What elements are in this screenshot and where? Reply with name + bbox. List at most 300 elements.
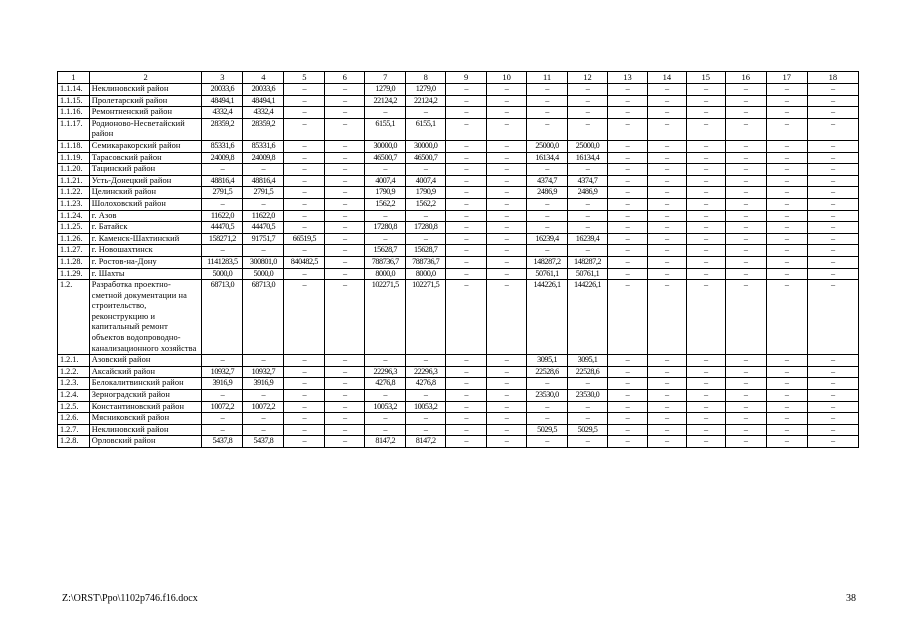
value-cell: – [647,84,686,96]
value-cell: – [527,222,568,234]
value-cell: – [446,280,487,355]
value-cell: – [647,210,686,222]
value-cell: 48494,1 [243,95,284,107]
value-cell: – [686,280,725,355]
value-cell: – [686,424,725,436]
column-header: 18 [807,72,858,84]
value-cell: – [284,107,325,119]
value-cell: 16239,4 [568,233,608,245]
table-row [58,355,859,367]
value-cell: – [725,413,766,425]
value-cell: – [766,424,807,436]
value-cell: – [607,84,647,96]
row-number-cell: 1.1.28. [58,256,90,268]
value-cell: – [284,378,325,390]
column-header: 13 [607,72,647,84]
value-cell: 10053,2 [406,401,446,413]
value-cell: 148287,2 [568,256,608,268]
value-cell: – [446,187,487,199]
row-name-cell: Неклиновский район [89,424,202,436]
column-header: 6 [325,72,365,84]
row-number-cell: 1.2.2. [58,366,90,378]
value-cell: – [686,118,725,140]
table-row [58,256,859,268]
row-name-cell: Мясниковский район [89,413,202,425]
table-row [58,366,859,378]
value-cell: – [725,268,766,280]
row-number-cell: 1.2. [58,280,90,355]
value-cell: 3095,1 [568,355,608,367]
value-cell: – [647,366,686,378]
value-cell: – [527,401,568,413]
value-cell: – [766,436,807,448]
row-number-cell: 1.1.26. [58,233,90,245]
value-cell: – [686,84,725,96]
value-cell: – [446,152,487,164]
value-cell: – [284,95,325,107]
value-cell: – [446,118,487,140]
column-header: 9 [446,72,487,84]
value-cell: – [487,378,527,390]
row-name-cell: Шолоховский район [89,198,202,210]
row-name-cell: Родионово-Несветайский район [89,118,202,140]
column-header: 16 [725,72,766,84]
value-cell: – [807,401,858,413]
value-cell: 4276,8 [406,378,446,390]
column-header: 1 [58,72,90,84]
value-cell: 22528,6 [527,366,568,378]
value-cell: – [568,413,608,425]
value-cell: – [284,175,325,187]
value-cell: 44470,5 [243,222,284,234]
value-cell: – [284,413,325,425]
value-cell: – [647,222,686,234]
value-cell: – [365,164,406,176]
value-cell: – [487,140,527,152]
row-name-cell: Константиновский район [89,401,202,413]
value-cell: 5437,8 [243,436,284,448]
table-row [58,210,859,222]
value-cell: – [725,366,766,378]
value-cell: – [647,118,686,140]
value-cell: – [647,256,686,268]
value-cell: – [284,84,325,96]
value-cell: – [325,268,365,280]
value-cell: – [446,140,487,152]
value-cell: – [568,210,608,222]
value-cell: 10932,7 [243,366,284,378]
value-cell: 3916,9 [202,378,243,390]
value-cell: – [647,390,686,402]
value-cell: 8000,0 [406,268,446,280]
value-cell: 4374,7 [527,175,568,187]
value-cell: – [647,436,686,448]
value-cell: – [487,413,527,425]
value-cell: – [527,198,568,210]
value-cell: 20033,6 [243,84,284,96]
value-cell: – [487,366,527,378]
value-cell: 8000,0 [365,268,406,280]
value-cell: – [807,413,858,425]
table-row [58,164,859,176]
value-cell: – [487,107,527,119]
value-cell: – [807,378,858,390]
value-cell: – [607,401,647,413]
row-number-cell: 1.2.1. [58,355,90,367]
value-cell: 158271,2 [202,233,243,245]
value-cell: 66519,5 [284,233,325,245]
value-cell: – [607,164,647,176]
value-cell: – [487,84,527,96]
value-cell: 22124,2 [406,95,446,107]
value-cell: – [766,164,807,176]
row-number-cell: 1.1.23. [58,198,90,210]
value-cell: – [607,198,647,210]
value-cell: – [487,198,527,210]
value-cell: – [284,152,325,164]
column-header: 12 [568,72,608,84]
value-cell: – [725,95,766,107]
value-cell: – [725,187,766,199]
value-cell: 16239,4 [527,233,568,245]
table-row [58,378,859,390]
value-cell: 30000,0 [365,140,406,152]
value-cell: – [686,140,725,152]
table-row [58,175,859,187]
value-cell: – [766,245,807,257]
value-cell: – [365,355,406,367]
value-cell: – [766,268,807,280]
value-cell: – [446,84,487,96]
value-cell: – [607,378,647,390]
value-cell: – [686,187,725,199]
value-cell: – [686,175,725,187]
value-cell: – [766,152,807,164]
value-cell: 1279,0 [365,84,406,96]
value-cell: 23530,0 [527,390,568,402]
row-number-cell: 1.2.5. [58,401,90,413]
value-cell: 25000,0 [568,140,608,152]
value-cell: – [568,245,608,257]
value-cell: – [446,355,487,367]
value-cell: – [686,152,725,164]
column-header: 15 [686,72,725,84]
value-cell: – [647,175,686,187]
value-cell: 788736,7 [365,256,406,268]
value-cell: – [568,222,608,234]
value-cell: – [607,187,647,199]
value-cell: – [243,164,284,176]
value-cell: – [647,268,686,280]
value-cell: – [807,95,858,107]
value-cell: – [202,390,243,402]
value-cell: 11622,0 [243,210,284,222]
value-cell: – [607,390,647,402]
value-cell: – [725,107,766,119]
value-cell: – [487,424,527,436]
value-cell: – [325,366,365,378]
value-cell: 48816,4 [243,175,284,187]
value-cell: – [647,378,686,390]
row-name-cell: г. Новошахтинск [89,245,202,257]
value-cell: – [766,256,807,268]
value-cell: – [686,198,725,210]
value-cell: – [406,424,446,436]
value-cell: 11622,0 [202,210,243,222]
value-cell: – [527,95,568,107]
value-cell: 17280,8 [406,222,446,234]
value-cell: 6155,1 [365,118,406,140]
value-cell: – [607,95,647,107]
value-cell: – [527,436,568,448]
value-cell: 5029,5 [568,424,608,436]
value-cell: – [686,107,725,119]
value-cell: – [725,210,766,222]
value-cell: – [807,424,858,436]
value-cell: – [325,84,365,96]
value-cell: – [284,436,325,448]
row-name-cell: Зерноградский район [89,390,202,402]
value-cell: – [607,107,647,119]
value-cell: – [647,140,686,152]
value-cell: – [766,390,807,402]
value-cell: – [487,245,527,257]
value-cell: – [487,118,527,140]
value-cell: – [766,401,807,413]
value-cell: – [607,140,647,152]
table-row [58,107,859,119]
value-cell: – [325,401,365,413]
row-number-cell: 1.1.27. [58,245,90,257]
value-cell: – [807,84,858,96]
value-cell: – [807,256,858,268]
value-cell: – [406,210,446,222]
value-cell: – [487,175,527,187]
value-cell: 1562,2 [406,198,446,210]
value-cell: – [325,390,365,402]
row-number-cell: 1.2.7. [58,424,90,436]
row-name-cell: Пролетарский район [89,95,202,107]
footer-file-path: Z:\ORST\Ppo\1102p746.f16.docx [62,593,198,604]
column-header: 2 [89,72,202,84]
value-cell: – [807,140,858,152]
value-cell: 46500,7 [406,152,446,164]
value-cell: – [725,424,766,436]
value-cell: – [686,233,725,245]
value-cell: – [527,210,568,222]
row-name-cell: Неклиновский район [89,84,202,96]
value-cell: – [487,152,527,164]
value-cell: – [202,424,243,436]
value-cell: – [807,390,858,402]
value-cell: 102271,5 [365,280,406,355]
value-cell: – [607,366,647,378]
table-row [58,401,859,413]
value-cell: – [325,175,365,187]
value-cell: – [446,210,487,222]
value-cell: 4007,4 [406,175,446,187]
value-cell: – [202,198,243,210]
value-cell: – [487,233,527,245]
value-cell: – [647,152,686,164]
value-cell: – [487,401,527,413]
value-cell: – [807,152,858,164]
value-cell: 4276,8 [365,378,406,390]
value-cell: – [446,268,487,280]
value-cell: – [807,210,858,222]
value-cell: 68713,0 [243,280,284,355]
value-cell: – [284,401,325,413]
value-cell: – [686,390,725,402]
value-cell: 16134,4 [568,152,608,164]
value-cell: – [325,355,365,367]
row-name-cell: Тарасовский район [89,152,202,164]
table-row [58,152,859,164]
value-cell: 44470,5 [202,222,243,234]
value-cell: – [686,245,725,257]
table-row [58,268,859,280]
value-cell: – [766,413,807,425]
value-cell: – [325,424,365,436]
value-cell: 1562,2 [365,198,406,210]
row-name-cell: Ремонтненский район [89,107,202,119]
table-row [58,198,859,210]
value-cell: – [568,401,608,413]
value-cell: – [607,413,647,425]
value-cell: – [725,256,766,268]
column-header: 5 [284,72,325,84]
value-cell: – [568,378,608,390]
value-cell: 4332,4 [202,107,243,119]
value-cell: – [766,280,807,355]
value-cell: – [647,233,686,245]
value-cell: – [365,424,406,436]
row-number-cell: 1.1.25. [58,222,90,234]
value-cell: – [487,164,527,176]
value-cell: 22296,3 [406,366,446,378]
value-cell: – [284,424,325,436]
value-cell: – [487,268,527,280]
value-cell: 22296,3 [365,366,406,378]
value-cell: – [568,107,608,119]
value-cell: – [202,355,243,367]
value-cell: – [243,355,284,367]
value-cell: 28359,2 [202,118,243,140]
value-cell: – [365,107,406,119]
value-cell: 50761,1 [527,268,568,280]
value-cell: – [607,268,647,280]
table-row [58,233,859,245]
value-cell: – [487,210,527,222]
value-cell: – [446,233,487,245]
value-cell: – [325,256,365,268]
value-cell: – [725,280,766,355]
column-header: 8 [406,72,446,84]
value-cell: 8147,2 [406,436,446,448]
value-cell: – [725,222,766,234]
value-cell: – [725,245,766,257]
value-cell: – [725,233,766,245]
value-cell: – [446,378,487,390]
value-cell: – [325,280,365,355]
value-cell: – [446,245,487,257]
value-cell: – [568,95,608,107]
value-cell: – [766,233,807,245]
row-number-cell: 1.1.20. [58,164,90,176]
value-cell: – [686,95,725,107]
value-cell: 17280,8 [365,222,406,234]
value-cell: – [568,118,608,140]
value-cell: – [527,107,568,119]
value-cell: – [807,187,858,199]
value-cell: – [284,187,325,199]
value-cell: – [766,355,807,367]
value-cell: – [325,233,365,245]
value-cell: – [527,413,568,425]
value-cell: – [766,95,807,107]
value-cell: – [446,107,487,119]
value-cell: – [284,280,325,355]
value-cell: 30000,0 [406,140,446,152]
value-cell: 25000,0 [527,140,568,152]
column-header: 7 [365,72,406,84]
value-cell: – [568,164,608,176]
value-cell: – [446,366,487,378]
value-cell: – [807,268,858,280]
value-cell: – [725,152,766,164]
table-row [58,390,859,402]
value-cell: 15628,7 [365,245,406,257]
value-cell: – [647,164,686,176]
value-cell: – [766,118,807,140]
value-cell: – [487,256,527,268]
value-cell: – [686,366,725,378]
value-cell: – [647,198,686,210]
value-cell: – [406,107,446,119]
row-name-cell: Орловский район [89,436,202,448]
table-row [58,187,859,199]
row-number-cell: 1.1.18. [58,140,90,152]
value-cell: – [325,198,365,210]
value-cell: – [766,175,807,187]
value-cell: 5437,8 [202,436,243,448]
value-cell: 48494,1 [202,95,243,107]
row-number-cell: 1.1.22. [58,187,90,199]
value-cell: 1790,9 [365,187,406,199]
value-cell: – [725,175,766,187]
row-name-cell: Тацинский район [89,164,202,176]
value-cell: – [446,222,487,234]
value-cell: – [446,413,487,425]
value-cell: – [725,401,766,413]
row-number-cell: 1.1.15. [58,95,90,107]
value-cell: – [284,390,325,402]
value-cell: – [527,245,568,257]
row-name-cell: г. Каменск-Шахтинский [89,233,202,245]
table-row [58,280,859,355]
row-number-cell: 1.2.6. [58,413,90,425]
value-cell: 300801,0 [243,256,284,268]
value-cell: – [647,401,686,413]
row-number-cell: 1.1.19. [58,152,90,164]
value-cell: – [607,210,647,222]
value-cell: – [766,84,807,96]
value-cell: 1141283,5 [202,256,243,268]
row-name-cell: Целинский район [89,187,202,199]
value-cell: – [607,256,647,268]
value-cell: – [647,280,686,355]
value-cell: 24009,8 [202,152,243,164]
